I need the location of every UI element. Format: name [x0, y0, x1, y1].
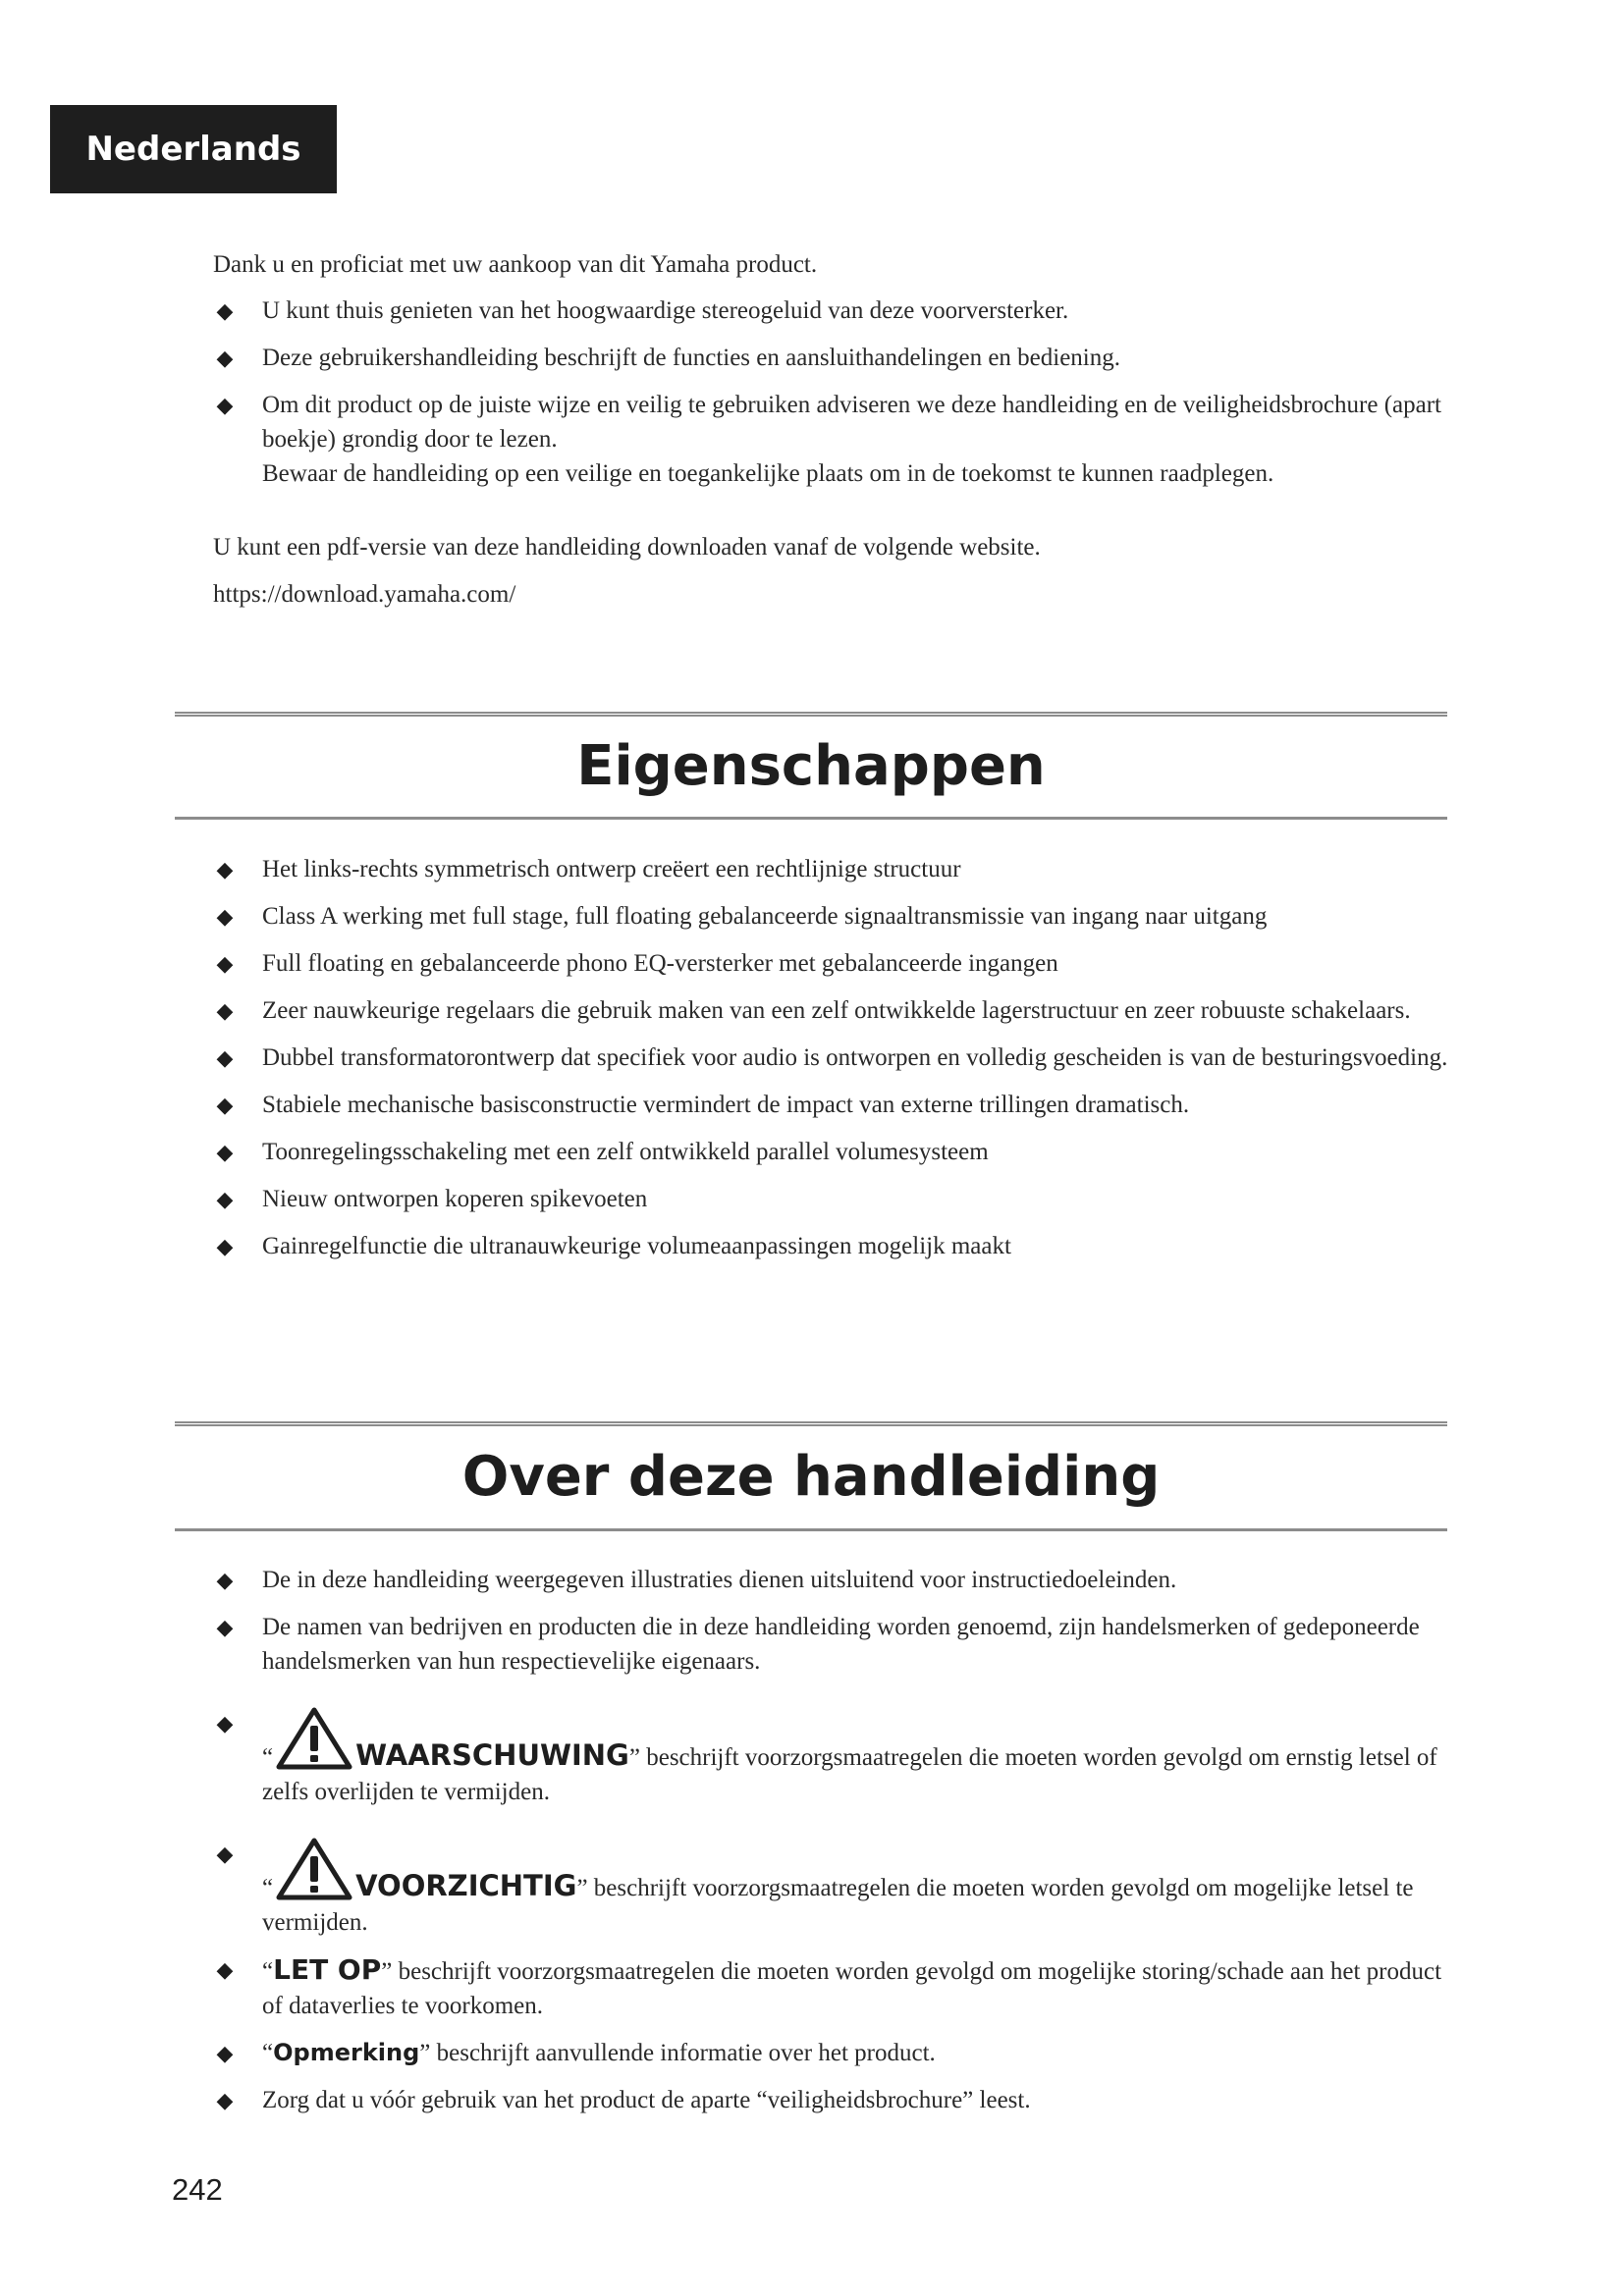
- section-heading-about: [175, 1421, 1447, 1531]
- features-list: [213, 852, 1460, 1276]
- list-item: ◆ Class A werking met full stage, full floating gebalanceerde signaaltransmissie van ingang naar uitgang: [213, 899, 1460, 934]
- diamond-bullet-icon: ◆: [216, 2041, 234, 2065]
- list-item: ◆ Gainregelfunctie die ultranauwkeurige volumeaanpassingen mogelijk maakt: [213, 1229, 1460, 1263]
- list-item: ◆ Zeer nauwkeurige regelaars die gebruik maken van een zelf ontwikkelde lagerstructuur en zeer robuuste schakelaars.: [213, 993, 1460, 1028]
- warning-triangle-icon: [275, 1706, 353, 1771]
- list-item: ◆ Deze gebruikershandleiding beschrijft de functies en aansluithandelingen en bediening.: [213, 341, 1460, 375]
- list-item-caution: ◆ “ VOORZICHTIG” beschrijft voorzorgsmaatregelen die moeten worden gevolgd om mogelijke letsel te vermijden.: [213, 1837, 1460, 1940]
- list-item: ◆ Zorg dat u vóór gebruik van het product de aparte “veiligheidsbrochure” leest.: [213, 2083, 1460, 2117]
- diamond-bullet-icon: ◆: [216, 1615, 234, 1639]
- diamond-bullet-icon: ◆: [216, 1187, 234, 1211]
- list-item: ◆ De namen van bedrijven en producten die in deze handleiding worden genoemd, zijn handelsmerken of gedeponeerde handelsmerken van hun respectievelijke eigenaars.: [213, 1610, 1460, 1679]
- section-heading-features: [175, 712, 1447, 820]
- caution-label: VOORZICHTIG: [355, 1869, 577, 1902]
- list-item: ◆ Nieuw ontworpen koperen spikevoeten: [213, 1182, 1460, 1216]
- list-item: ◆ Full floating en gebalanceerde phono EQ-versterker met gebalanceerde ingangen: [213, 946, 1460, 981]
- diamond-bullet-icon: ◆: [216, 393, 234, 417]
- intro-keep-manual: Bewaar de handleiding op een veilige en toegankelijke plaats om in de toekomst te kunnen raadplegen.: [262, 460, 1274, 487]
- page-number: 242: [172, 2172, 223, 2207]
- diamond-bullet-icon: ◆: [216, 1711, 234, 1735]
- diamond-bullet-icon: ◆: [216, 951, 234, 976]
- list-item-note: ◆ “Opmerking” beschrijft aanvullende informatie over het product.: [213, 2036, 1460, 2070]
- list-item: ◆ De in deze handleiding weergegeven illustraties dienen uitsluitend voor instructiedoeleinden.: [213, 1563, 1460, 1597]
- list-item-notice: ◆ “LET OP” beschrijft voorzorgsmaatregelen die moeten worden gevolgd om mogelijke storing/schade aan het product of dataverlies te voorkomen.: [213, 1952, 1460, 2023]
- diamond-bullet-icon: ◆: [216, 998, 234, 1023]
- list-item: ◆ Toonregelingsschakeling met een zelf ontwikkeld parallel volumesysteem: [213, 1135, 1460, 1169]
- diamond-bullet-icon: ◆: [216, 1045, 234, 1070]
- diamond-bullet-icon: ◆: [216, 1842, 234, 1866]
- intro-list: [213, 294, 1460, 491]
- diamond-bullet-icon: ◆: [216, 298, 234, 323]
- list-item: ◆ Stabiele mechanische basisconstructie vermindert de impact van externe trillingen dramatisch.: [213, 1088, 1460, 1122]
- list-item-warning: ◆ “ WAARSCHUWING” beschrijft voorzorgsmaatregelen die moeten worden gevolgd om ernstig letsel of zelfs overlijden te vermijden.: [213, 1706, 1460, 1809]
- list-item: ◆ U kunt thuis genieten van het hoogwaardige stereogeluid van deze voorversterker.: [213, 294, 1460, 328]
- diamond-bullet-icon: ◆: [216, 1140, 234, 1164]
- warning-triangle-icon: [275, 1837, 353, 1901]
- intro-section: [213, 247, 1460, 612]
- about-list: [213, 1563, 1460, 2130]
- pdf-download-text: U kunt een pdf-versie van deze handleiding downloaden vanaf de volgende website.: [213, 534, 1041, 561]
- notice-label: LET OP: [273, 1953, 382, 1986]
- section-title: Eigenschappen: [576, 734, 1046, 798]
- download-url[interactable]: https://download.yamaha.com/: [213, 581, 516, 608]
- note-label: Opmerking: [273, 2039, 420, 2066]
- diamond-bullet-icon: ◆: [216, 904, 234, 929]
- diamond-bullet-icon: ◆: [216, 346, 234, 370]
- warning-label: WAARSCHUWING: [355, 1738, 629, 1772]
- section-title: Over deze handleiding: [461, 1445, 1161, 1509]
- diamond-bullet-icon: ◆: [216, 857, 234, 881]
- diamond-bullet-icon: ◆: [216, 1093, 234, 1117]
- diamond-bullet-icon: ◆: [216, 2088, 234, 2112]
- diamond-bullet-icon: ◆: [216, 1568, 234, 1592]
- list-item: ◆ Dubbel transformatorontwerp dat specifiek voor audio is ontworpen en volledig gescheiden is van de besturingsvoeding.: [213, 1041, 1460, 1075]
- list-item: ◆ Het links-rechts symmetrisch ontwerp creëert een rechtlijnige structuur: [213, 852, 1460, 886]
- language-tab: Nederlands: [50, 105, 337, 193]
- diamond-bullet-icon: ◆: [216, 1957, 234, 1982]
- diamond-bullet-icon: ◆: [216, 1234, 234, 1258]
- intro-thanks: Dank u en proficiat met uw aankoop van dit Yamaha product.: [213, 251, 818, 278]
- list-item: ◆ Om dit product op de juiste wijze en veilig te gebruiken adviseren we deze handleiding en de veiligheidsbrochure (apart boekje) grondig door te lezen. Bewaar de handleiding op een veilige en toegankelijke plaats om in de toekomst te kunnen raadplegen.: [213, 388, 1460, 491]
